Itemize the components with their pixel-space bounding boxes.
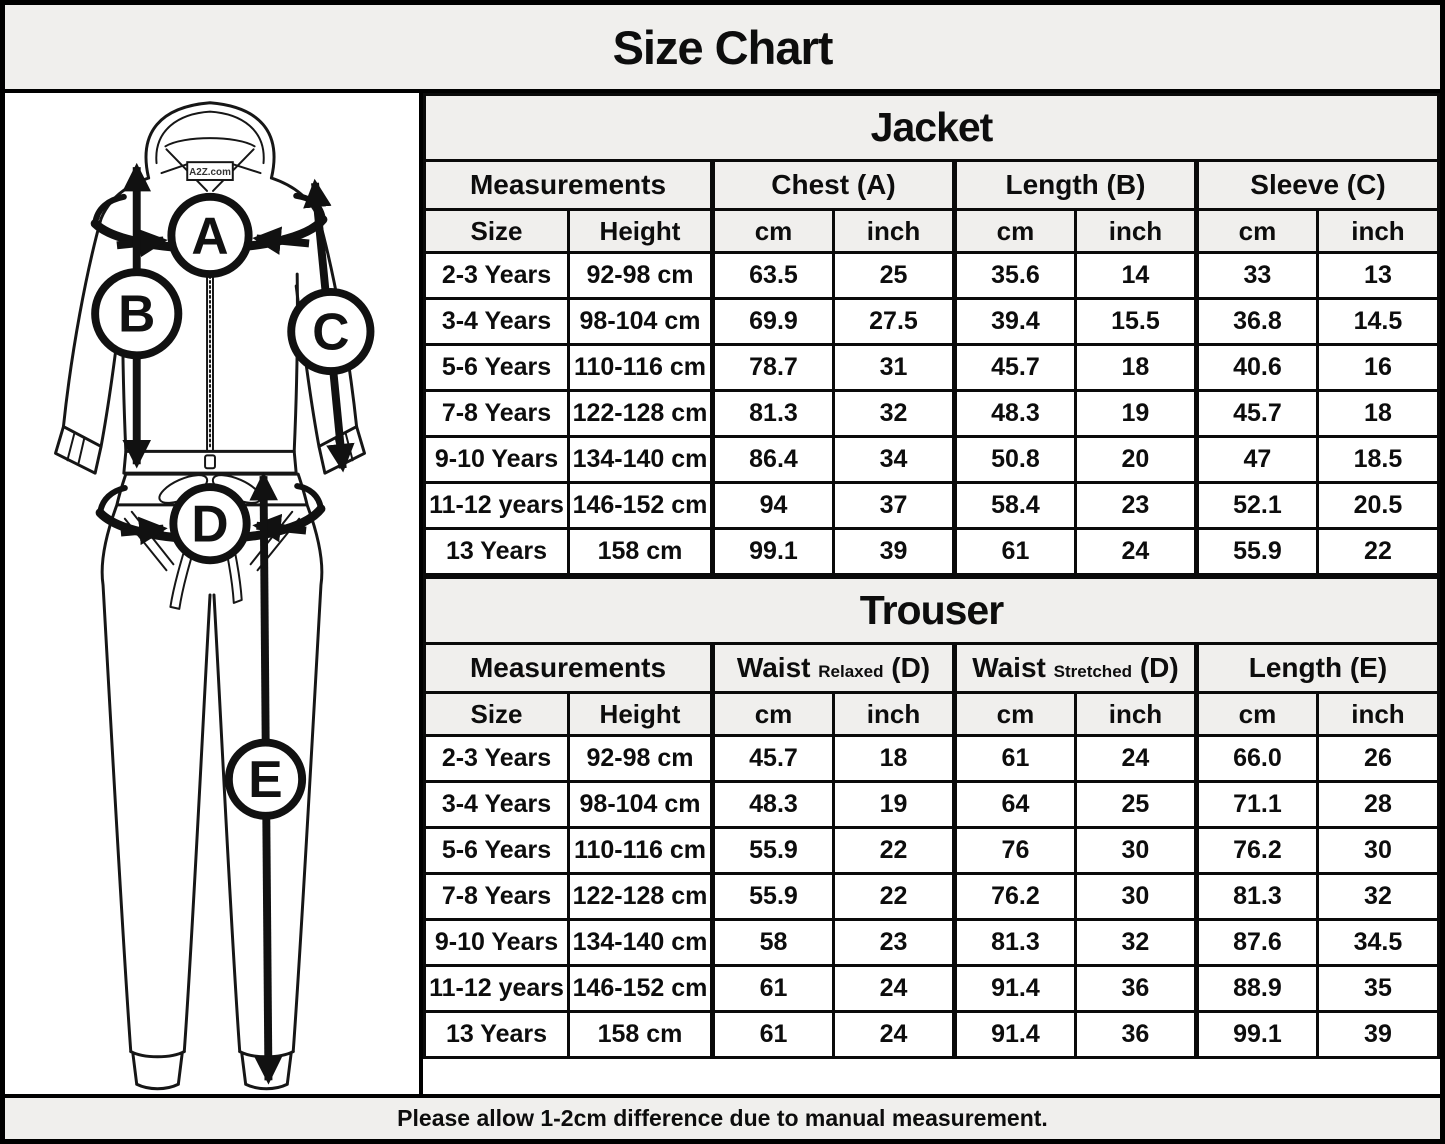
height-col-header: Height [569, 210, 713, 253]
value-cell: 20 [1075, 437, 1196, 483]
trouser-table-body [425, 736, 1439, 1058]
header-sub: Stretched [1053, 662, 1133, 681]
cm-col-header: cm [713, 693, 834, 736]
value-cell: 63.5 [713, 253, 834, 299]
table-row [425, 529, 1439, 575]
value-cell: 36.8 [1196, 299, 1317, 345]
page-title: Size Chart [5, 5, 1440, 93]
value-cell: 18 [1317, 391, 1438, 437]
value-cell: 16 [1317, 345, 1438, 391]
label-B [95, 272, 178, 355]
value-cell: 18 [833, 736, 954, 782]
value-cell: 40.6 [1196, 345, 1317, 391]
value-cell: 19 [833, 782, 954, 828]
value-cell: 91.4 [954, 966, 1075, 1012]
garment-measurement-diagram [5, 93, 419, 1094]
height-cell: 134-140 cm [569, 920, 713, 966]
value-cell: 35.6 [954, 253, 1075, 299]
table-row [425, 1012, 1439, 1058]
value-cell: 22 [1317, 529, 1438, 575]
value-cell: 39 [1317, 1012, 1438, 1058]
height-cell: 158 cm [569, 529, 713, 575]
size-cell: 7-8 Years [425, 391, 569, 437]
value-cell: 58.4 [954, 483, 1075, 529]
value-cell: 22 [833, 874, 954, 920]
value-cell: 23 [1075, 483, 1196, 529]
value-cell: 32 [833, 391, 954, 437]
measurements-header: Measurements [425, 161, 713, 210]
header-tail: (D) [1139, 652, 1179, 683]
value-cell: 31 [833, 345, 954, 391]
value-cell: 30 [1075, 828, 1196, 874]
table-row [425, 874, 1439, 920]
value-cell: 30 [1317, 828, 1438, 874]
value-cell: 64 [954, 782, 1075, 828]
value-cell: 27.5 [833, 299, 954, 345]
label-A [171, 197, 248, 274]
value-cell: 24 [833, 966, 954, 1012]
size-cell: 2-3 Years [425, 253, 569, 299]
value-cell: 81.3 [954, 920, 1075, 966]
trouser-section-title: Trouser [425, 578, 1439, 644]
value-cell: 18.5 [1317, 437, 1438, 483]
header-main: Waist [736, 652, 811, 683]
value-cell: 76.2 [1196, 828, 1317, 874]
table-row [425, 345, 1439, 391]
label-a-text: A [191, 206, 229, 265]
table-row [425, 299, 1439, 345]
value-cell: 71.1 [1196, 782, 1317, 828]
height-cell: 98-104 cm [569, 299, 713, 345]
value-cell: 76 [954, 828, 1075, 874]
height-cell: 146-152 cm [569, 483, 713, 529]
value-cell: 45.7 [713, 736, 834, 782]
sleeve-header: Sleeve (C) [1196, 161, 1438, 210]
cm-col-header: cm [954, 210, 1075, 253]
trouser-title-row [425, 578, 1439, 644]
value-cell: 24 [833, 1012, 954, 1058]
inch-col-header: inch [1317, 693, 1438, 736]
cm-col-header: cm [954, 693, 1075, 736]
value-cell: 55.9 [1196, 529, 1317, 575]
cm-col-header: cm [1196, 693, 1317, 736]
length-header: Length (B) [954, 161, 1196, 210]
size-cell: 11-12 years [425, 483, 569, 529]
value-cell: 13 [1317, 253, 1438, 299]
value-cell: 45.7 [954, 345, 1075, 391]
trouser-column-header-row [425, 693, 1439, 736]
value-cell: 25 [833, 253, 954, 299]
value-cell: 45.7 [1196, 391, 1317, 437]
footer-note: Please allow 1-2cm difference due to manual measurement. [5, 1094, 1440, 1139]
size-cell: 7-8 Years [425, 874, 569, 920]
value-cell: 81.3 [1196, 874, 1317, 920]
size-col-header: Size [425, 210, 569, 253]
value-cell: 94 [713, 483, 834, 529]
table-row [425, 391, 1439, 437]
value-cell: 69.9 [713, 299, 834, 345]
table-row [425, 920, 1439, 966]
size-cell: 5-6 Years [425, 828, 569, 874]
size-cell: 3-4 Years [425, 782, 569, 828]
value-cell: 55.9 [713, 828, 834, 874]
value-cell: 24 [1075, 529, 1196, 575]
value-cell: 36 [1075, 1012, 1196, 1058]
value-cell: 91.4 [954, 1012, 1075, 1058]
height-cell: 110-116 cm [569, 345, 713, 391]
value-cell: 78.7 [713, 345, 834, 391]
value-cell: 20.5 [1317, 483, 1438, 529]
label-E [229, 743, 302, 816]
table-row [425, 253, 1439, 299]
tables-panel [423, 93, 1440, 1094]
value-cell: 66.0 [1196, 736, 1317, 782]
value-cell: 22 [833, 828, 954, 874]
measurements-header [425, 644, 713, 693]
value-cell: 25 [1075, 782, 1196, 828]
value-cell: 36 [1075, 966, 1196, 1012]
label-b-text: B [118, 284, 156, 343]
value-cell: 61 [954, 529, 1075, 575]
height-cell: 92-98 cm [569, 736, 713, 782]
jacket-column-header-row [425, 210, 1439, 253]
header-sub: Relaxed [818, 662, 884, 681]
waist-stretched-header [954, 644, 1196, 693]
inch-col-header: inch [833, 210, 954, 253]
value-cell: 24 [1075, 736, 1196, 782]
jacket-title-row [425, 95, 1439, 161]
table-row [425, 782, 1439, 828]
height-cell: 158 cm [569, 1012, 713, 1058]
value-cell: 47 [1196, 437, 1317, 483]
height-cell: 146-152 cm [569, 966, 713, 1012]
height-cell: 98-104 cm [569, 782, 713, 828]
table-row [425, 483, 1439, 529]
cm-col-header: cm [713, 210, 834, 253]
size-cell: 9-10 Years [425, 437, 569, 483]
value-cell: 99.1 [713, 529, 834, 575]
value-cell: 88.9 [1196, 966, 1317, 1012]
size-cell: 2-3 Years [425, 736, 569, 782]
cm-col-header: cm [1196, 210, 1317, 253]
value-cell: 34 [833, 437, 954, 483]
table-row [425, 736, 1439, 782]
inch-col-header: inch [1075, 210, 1196, 253]
value-cell: 35 [1317, 966, 1438, 1012]
trouser-size-table [423, 576, 1440, 1059]
value-cell: 32 [1075, 920, 1196, 966]
value-cell: 61 [713, 966, 834, 1012]
label-C [291, 292, 370, 371]
height-cell: 110-116 cm [569, 828, 713, 874]
value-cell: 14 [1075, 253, 1196, 299]
value-cell: 48.3 [954, 391, 1075, 437]
jacket-size-table [423, 93, 1440, 576]
value-cell: 55.9 [713, 874, 834, 920]
value-cell: 39.4 [954, 299, 1075, 345]
size-cell: 13 Years [425, 1012, 569, 1058]
value-cell: 86.4 [713, 437, 834, 483]
waist-relaxed-header [713, 644, 955, 693]
value-cell: 28 [1317, 782, 1438, 828]
value-cell: 30 [1075, 874, 1196, 920]
trouser-length-header [1196, 644, 1438, 693]
value-cell: 76.2 [954, 874, 1075, 920]
content-area [5, 93, 1440, 1094]
table-row [425, 828, 1439, 874]
label-D [173, 487, 246, 560]
value-cell: 58 [713, 920, 834, 966]
value-cell: 23 [833, 920, 954, 966]
value-cell: 81.3 [713, 391, 834, 437]
table-row [425, 437, 1439, 483]
jacket-section-title: Jacket [425, 95, 1439, 161]
value-cell: 32 [1317, 874, 1438, 920]
label-e-text: E [248, 750, 283, 809]
height-cell: 122-128 cm [569, 874, 713, 920]
value-cell: 61 [713, 1012, 834, 1058]
value-cell: 39 [833, 529, 954, 575]
value-cell: 37 [833, 483, 954, 529]
value-cell: 33 [1196, 253, 1317, 299]
value-cell: 14.5 [1317, 299, 1438, 345]
height-cell: 122-128 cm [569, 391, 713, 437]
value-cell: 50.8 [954, 437, 1075, 483]
brand-label: A2Z.com [189, 167, 231, 179]
header-main: Measurements [469, 652, 667, 683]
value-cell: 52.1 [1196, 483, 1317, 529]
value-cell: 61 [954, 736, 1075, 782]
inch-col-header: inch [1075, 693, 1196, 736]
size-cell: 5-6 Years [425, 345, 569, 391]
height-col-header: Height [569, 693, 713, 736]
inch-col-header: inch [1317, 210, 1438, 253]
value-cell: 19 [1075, 391, 1196, 437]
label-c-text: C [312, 302, 350, 361]
label-d-text: D [191, 494, 229, 553]
height-cell: 92-98 cm [569, 253, 713, 299]
value-cell: 26 [1317, 736, 1438, 782]
value-cell: 99.1 [1196, 1012, 1317, 1058]
value-cell: 34.5 [1317, 920, 1438, 966]
header-main: Length (E) [1248, 652, 1388, 683]
size-cell: 3-4 Years [425, 299, 569, 345]
header-main: Waist [972, 652, 1046, 683]
chest-header: Chest (A) [713, 161, 955, 210]
jacket-group-header-row [425, 161, 1439, 210]
table-row [425, 966, 1439, 1012]
value-cell: 87.6 [1196, 920, 1317, 966]
height-cell: 134-140 cm [569, 437, 713, 483]
measurement-diagram-panel [5, 93, 423, 1094]
trouser-group-header-row [425, 644, 1439, 693]
value-cell: 15.5 [1075, 299, 1196, 345]
size-cell: 11-12 years [425, 966, 569, 1012]
inch-col-header: inch [833, 693, 954, 736]
value-cell: 18 [1075, 345, 1196, 391]
header-tail: (D) [891, 652, 931, 683]
size-cell: 9-10 Years [425, 920, 569, 966]
jacket-table-body [425, 253, 1439, 575]
value-cell: 48.3 [713, 782, 834, 828]
size-cell: 13 Years [425, 529, 569, 575]
size-col-header: Size [425, 693, 569, 736]
